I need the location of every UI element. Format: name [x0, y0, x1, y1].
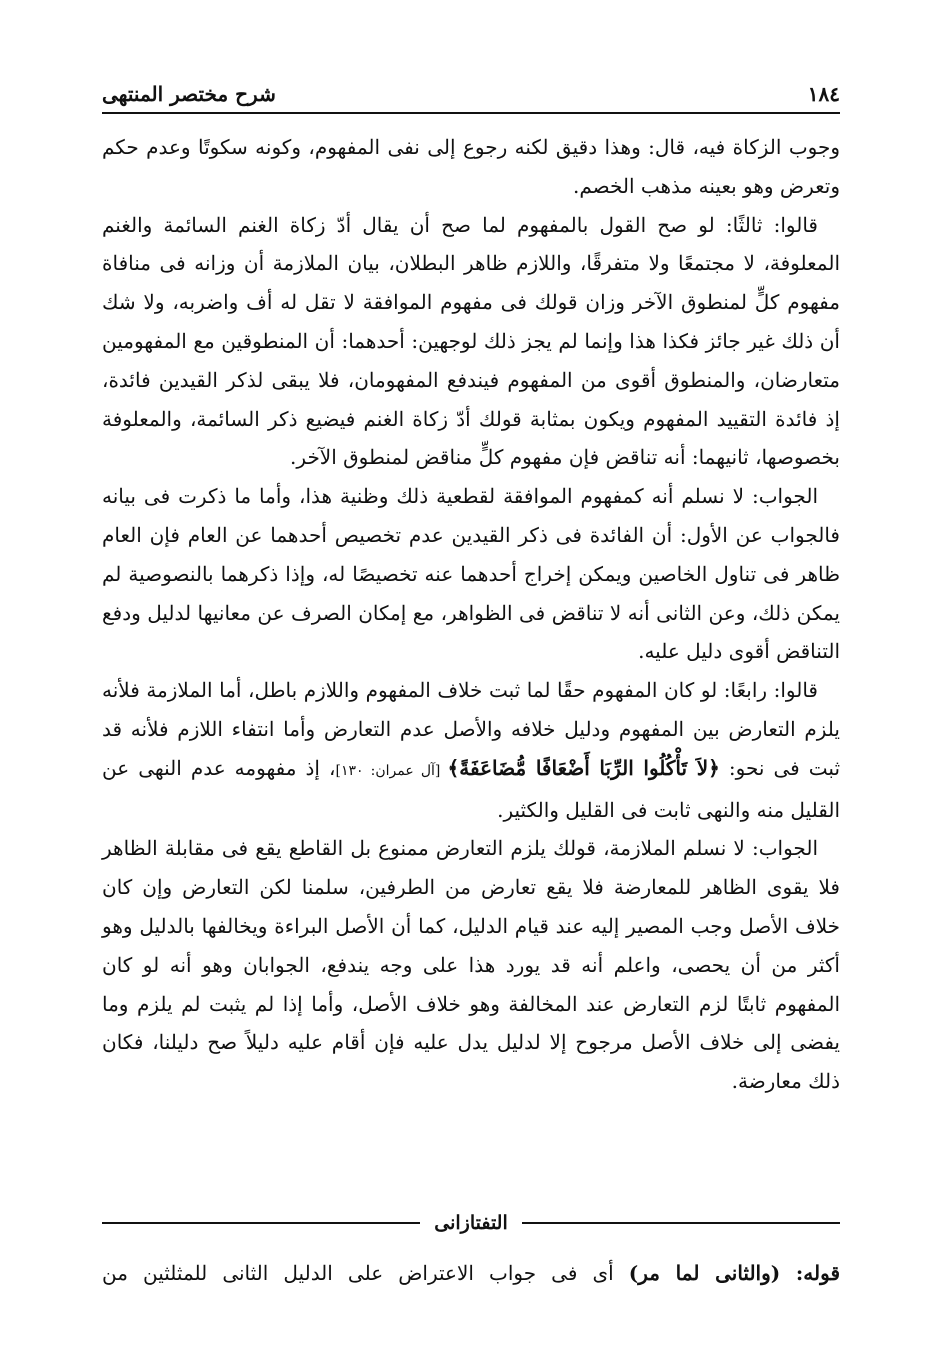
commentary-text	[102, 1254, 840, 1292]
header-rule	[102, 112, 840, 114]
paragraph-1: وجوب الزكاة فيه، قال: وهذا دقيق لكنه رجوع إلى نفى المفهوم، وكونه سكوتًا وعدم حكم وتعرض وهو بعينه مذهب الخصم.	[102, 135, 840, 198]
commentary-divider	[102, 1212, 840, 1234]
paragraph-3: الجواب: لا نسلم أنه كمفهوم الموافقة لقطعية ذلك وظنية هذا، وأما ما ذكرت فى بيانه فالجواب عن الأول: أن الفائدة فى ذكر القيدين عدم تخصيص أحدهما عن العام فإن العام ظاهر فى تناول الخاصين ويمكن إخراج أحدهما عنه تخصيصًا له، وإذا ذكرهما بالنصوصية لم يمكن ذلك، وعن الثانى أنه لا تناقض فى الظواهر، مع إمكان الصرف عن معانيها لدليل ودفع التناقض أقوى دليل عليه.	[102, 484, 840, 664]
commentary-author-label: التفتازانى	[434, 1212, 508, 1234]
page-number: ١٨٤	[807, 82, 840, 106]
divider-line-right	[522, 1222, 840, 1224]
divider-line-left	[102, 1222, 420, 1224]
running-header	[102, 74, 840, 106]
paragraph-2: قالوا: ثالثًا: لو صح القول بالمفهوم لما صح أن يقال أدّ زكاة الغنم السائمة والغنم المعلوفة، لا مجتمعًا ولا متفرقًا، واللازم ظاهر البطلان، بيان الملازمة أن وزانه فى منافاة مفهوم كلٍّ لمنطوق الآخر وزان قولك فى مفهوم الموافقة لا تقل له أف واضربه، ولا شك أن ذلك غير جائز فكذا هذا وإنما لم يجز ذلك لوجهين: أحدهما: أن المنطوقين مع المفهومين متعارضان، والمنطوق أقوى من المفهوم فيندفع المفهومان، فلا يبقى لذكر القيدين فائدة، إذ فائدة التقييد المفهوم ويكون بمثابة قولك أدّ زكاة الغنم فيضيع ذكر السائمة، والمعلوفة بخصوصها، ثانيهما: أنه تناقض فإن مفهوم كلٍّ مناقض لمنطوق الآخر.	[102, 212, 840, 470]
commentary-lead: قوله: (والثانى لما مر)	[628, 1261, 841, 1285]
main-text	[102, 128, 840, 1101]
paragraph-4	[102, 671, 840, 829]
running-title: شرح مختصر المنتهى	[102, 82, 276, 106]
paragraph-4-text-a: قالوا: رابعًا: لو كان المفهوم حقًا لما ثبت خلاف المفهوم واللازم باطل، أما الملازمة فلأنه يلزم التعارض بين المفهوم ودليل خلافه والأصل عدم التعارض وأما انتفاء اللازم فلأنه قد ثبت فى نحو:	[102, 678, 841, 780]
paragraph-4-text-b: ، إذ مفهومه عدم النهى عن القليل منه والنهى ثابت فى القليل والكثير.	[102, 755, 840, 822]
paragraph-5: الجواب: لا نسلم الملازمة، قولك يلزم التعارض ممنوع بل القاطع يقع فى مقابلة الظاهر فلا يقوى الظاهر للمعارضة فلا يقع تعارض من الطرفين، سلمنا لكن التعارض وإن كان خلاف الأصل وجب المصير إليه عند قيام الدليل، كما أن الأصل البراءة ويخالفها بالدليل وهو أكثر من أن يحصى، واعلم أنه قد يورد هذا على وجه يندفع، الجوابان وهو أنه لو كان المفهوم ثابتًا لزم التعارض عند المخالفة وهو خلاف الأصل، وأما إذا لم يثبت لم يلزم وما يفضى إلى خلاف الأصل مرجوح إلا لدليل يدل عليه فإن أقام عليه دليلاً صح دليلنا، فكان ذلك معارضة.	[102, 836, 840, 1094]
quran-verse: ﴿لاَ تَأْكُلُوا الرِّبَا أَضْعَافًا مُّضَاعَفَةً﴾	[447, 755, 720, 780]
verse-citation: [آل عمران: ١٣٠]	[335, 762, 448, 779]
commentary-body: أى فى جواب الاعتراض على الدليل الثانى للمثلثين من	[102, 1261, 629, 1285]
